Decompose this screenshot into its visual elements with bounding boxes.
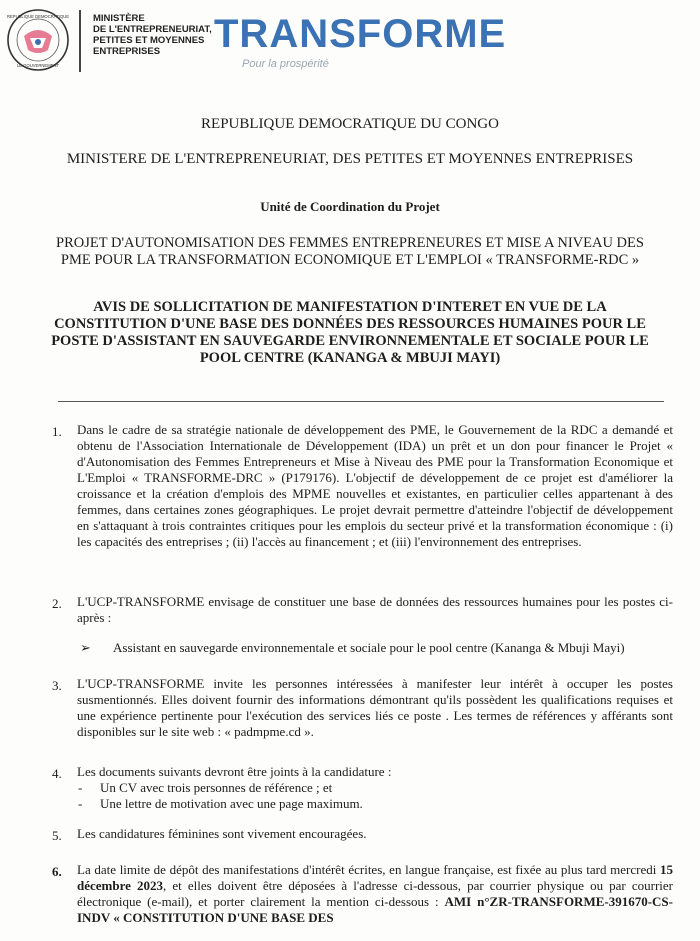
reference-code: AMI n°ZR-TRANSFORME-391670-CS-INDV « CONSTITUTION D'UNE BASE DES — [77, 894, 673, 925]
ministry-line: ENTREPRISES — [93, 46, 161, 57]
dash-bullet: - — [78, 796, 83, 811]
section-divider — [58, 401, 664, 402]
paragraph-3: L'UCP-TRANSFORME invite les personnes intéressées à manifester leur intérêt à occuper les postes susmentionnés. Elles doivent fournir des informations démontrant qu'ils possèdent les qualifications requises et une expérience pertinente pour l'exécution des services liés ce poste . Les termes de références y afférants sont disponibles sur le site web : « padmpme.cd ». — [77, 676, 673, 739]
arrow-bullet-icon: ➢ — [80, 640, 91, 655]
paragraph-4: Les documents suivants devront être joints à la candidature : — [77, 764, 392, 779]
deadline-date: 15 décembre 2023 — [77, 862, 673, 893]
item-number: 5. — [52, 828, 62, 843]
deadline-text: La date limite de dépôt des manifestations d'intérêt écrites, en langue française, est fixée au plus tard mercredi — [77, 862, 660, 877]
dash-bullet: - — [78, 780, 83, 795]
paragraph-6 — [77, 862, 673, 941]
header-divider — [79, 10, 81, 72]
ministry-line: PETITES ET MOYENNES — [93, 35, 205, 46]
ministry-block — [93, 13, 212, 57]
paragraph-2: L'UCP-TRANSFORME envisage de constituer une base de données des ressources humaines pour les postes ci-après : — [77, 594, 673, 625]
unit-title: Unité de Coordination du Projet — [260, 199, 440, 214]
notice-title: AVIS DE SOLLICITATION DE MANIFESTATION D'INTERET EN VUE DE LA CONSTITUTION D'UNE BASE DES DONNÉES DES RESSOURCES HUMAINES POUR LE POSTE D'ASSISTANT EN SAUVEGARDE ENVIRONNEMENTALE ET SOCIALE POUR LE POOL CENTRE (KANANGA & MBUJI MAYI) — [51, 299, 649, 366]
paragraph-5: Les candidatures féminines sont vivement encouragées. — [77, 826, 367, 841]
letterhead — [0, 0, 700, 82]
ministry-title: MINISTERE DE L'ENTREPRENEURIAT, DES PETITES ET MOYENNES ENTREPRISES — [66, 151, 634, 167]
logo-word: TRANSFORME — [214, 12, 507, 56]
ministry-line: DE L'ENTREPRENEURIAT, — [93, 24, 212, 35]
svg-text:REPUBLIQUE DEMOCRATIQUE: REPUBLIQUE DEMOCRATIQUE — [6, 14, 70, 19]
deadline-text-cont: , et elles doivent être déposées à l'adresse ci-dessous, par courrier physique ou par courrier électronique (e-mail), et porter clairement la mention ci-dessous : — [77, 878, 673, 909]
item-number: 3. — [52, 678, 62, 693]
svg-text:LE GOUVERNEMENT: LE GOUVERNEMENT — [16, 63, 60, 68]
paragraph-1: Dans le cadre de sa stratégie nationale de développement des PME, le Gouvernement de la RDC a demandé et obtenu de l'Association Internationale de Développement (IDA) un prêt et un don pour financer le Projet « d'Autonomisation des Femmes Entrepreneurs et Mise à Niveau des PME pour la Transformation Economique et L'Emploi « TRANSFORME-DRC » (P179176). L'objectif de développement de ce projet est d'améliorer la croissance et la création d'emplois des MPME nouvelles et existantes, en particulier celles appartenant à des femmes, dans certaines zones géographiques. Le projet devrait permettre d'atteindre l'objectif de développement en s'attaquant à trois contraintes critiques pour les emplois du secteur privé et la transformation économique : (i) les capacités des entreprises ; (ii) l'accès au financement ; et (iii) l'environnement des entreprises. — [77, 422, 673, 549]
item-number: 2. — [52, 596, 62, 611]
project-title: PROJET D'AUTONOMISATION DES FEMMES ENTREPRENEURES ET MISE A NIVEAU DES PME POUR LA TRANSFORMATION ECONOMIQUE ET L'EMPLOI « TRANSFORME-RDC » — [56, 235, 644, 268]
item-number: 4. — [52, 766, 62, 781]
logo-tagline: Pour la prospérité — [242, 58, 329, 70]
country-title: REPUBLIQUE DEMOCRATIQUE DU CONGO — [201, 116, 499, 132]
document-item: Un CV avec trois personnes de référence ; et — [100, 780, 333, 795]
item-number: 1. — [52, 424, 62, 439]
ministry-line: MINISTÈRE — [93, 13, 145, 24]
document-item: Une lettre de motivation avec une page maximum. — [100, 796, 363, 811]
post-bullet: Assistant en sauvegarde environnementale et sociale pour le pool centre (Kananga & Mbuji Mayi) — [113, 640, 625, 655]
transforme-logo — [212, 8, 507, 72]
item-number: 6. — [52, 864, 62, 879]
government-seal-icon — [6, 8, 70, 72]
